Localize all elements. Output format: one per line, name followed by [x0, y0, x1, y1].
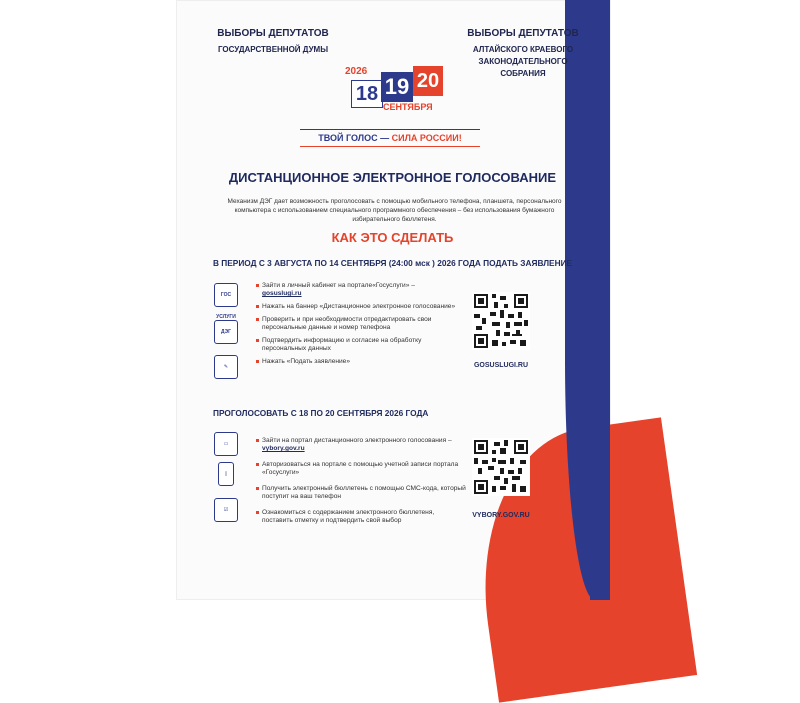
logo-year: 2026: [345, 66, 368, 77]
section2-heading: ПРОГОЛОСОВАТЬ С 18 ПО 20 СЕНТЯБРЯ 2026 ГОДА: [213, 408, 429, 418]
list-item: Подтвердить информацию и согласие на обработку персональных данных: [256, 337, 466, 353]
vybory-link[interactable]: vybory.gov.ru: [262, 445, 305, 452]
section2-steps: [256, 437, 466, 530]
phone-icon: ▯: [218, 462, 234, 486]
vybory-qr-caption: VYBORY.GOV.RU: [472, 512, 530, 519]
slogan-part2: СИЛА РОССИИ!: [391, 133, 462, 143]
logo-day-20: 20: [413, 66, 443, 96]
header-right-line4: СОБРАНИЯ: [500, 69, 546, 78]
logo-day-18: 18: [351, 80, 383, 108]
list-item: Зайти на портал дистанционного электронного голосования – vybory.gov.ru: [256, 437, 466, 453]
list-item: Нажать «Подать заявление»: [256, 358, 466, 366]
application-form-icon: ✎: [214, 355, 238, 379]
logo-day-19: 19: [381, 72, 413, 102]
section1-steps: [256, 282, 466, 371]
header-right-line2: АЛТАЙСКОГО КРАЕВОГО: [472, 45, 574, 54]
header-left-line2: ГОСУДАРСТВЕННОЙ ДУМЫ: [217, 45, 329, 54]
section1-heading: В ПЕРИОД С 3 АВГУСТА ПО 14 СЕНТЯБРЯ (24:00 мск ) 2026 ГОДА ПОДАТЬ ЗАЯВЛЕНИЕ: [213, 258, 573, 268]
deg-laptop-icon: ДЭГ: [214, 320, 238, 344]
computer-icon: ▭: [214, 432, 238, 456]
decorative-blue-edge: [590, 0, 610, 600]
main-title: ДИСТАНЦИОННОЕ ЭЛЕКТРОННОЕ ГОЛОСОВАНИЕ: [228, 170, 557, 185]
header-right-line3: ЗАКОНОДАТЕЛЬНОГО: [478, 57, 568, 66]
gosuslugi-icon: ГОС УСЛУГИ: [214, 283, 238, 307]
slogan: [300, 129, 480, 147]
gosuslugi-link[interactable]: gosuslugi.ru: [262, 290, 302, 297]
list-item: Проверить и при необходимости отредактировать свои персональные данные и номер телефона: [256, 316, 466, 332]
list-item: Получить электронный бюллетень с помощью СМС-кода, который поступит на ваш телефон: [256, 485, 466, 501]
header-left: [198, 28, 348, 56]
list-item: Ознакомиться с содержанием электронного бюллетеня, поставить отметку и подтвердить свой выбор: [256, 509, 466, 525]
intro-text: Механизм ДЭГ дает возможность проголосовать с помощью мобильного телефона, планшета, персонального компьютера с использованием специального программного обеспечения – без использования бумажного избирательного бюллетеня.: [227, 198, 562, 223]
slogan-part1: ТВОЙ ГОЛОС —: [318, 133, 392, 143]
list-item: Авторизоваться на портале с помощью учетной записи портала «Госуслуги»: [256, 461, 466, 477]
election-dates-logo: [345, 66, 445, 116]
gosuslugi-qr-caption: GOSUSLUGI.RU: [473, 362, 529, 369]
header-right: [448, 28, 598, 80]
list-item: Зайти в личный кабинет на портале«Госуслуги» – gosuslugi.ru: [256, 282, 466, 298]
logo-month: СЕНТЯБРЯ: [383, 102, 433, 112]
vybory-qr-code[interactable]: [472, 438, 530, 496]
ballot-icon: ☑: [214, 498, 238, 522]
howto-heading: КАК ЭТО СДЕЛАТЬ: [331, 230, 454, 245]
header-left-line1: ВЫБОРЫ ДЕПУТАТОВ: [217, 28, 329, 39]
gosuslugi-qr-code[interactable]: [472, 292, 530, 350]
list-item: Нажать на баннер «Дистанционное электронное голосование»: [256, 303, 466, 311]
header-right-line1: ВЫБОРЫ ДЕПУТАТОВ: [467, 28, 579, 39]
